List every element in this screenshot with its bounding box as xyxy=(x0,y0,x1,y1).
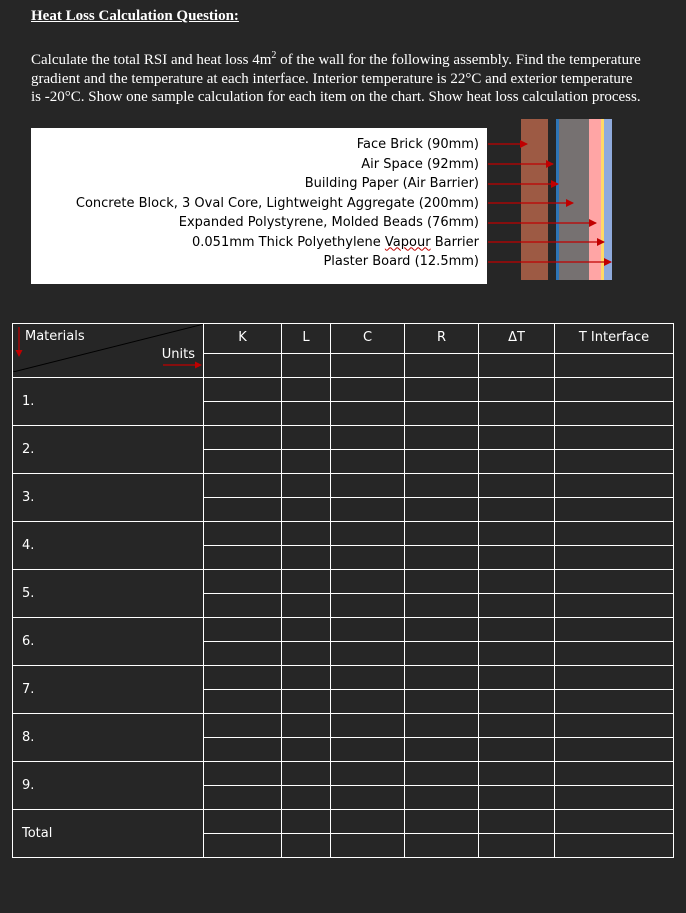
table-cell[interactable] xyxy=(405,546,479,570)
units-cell[interactable] xyxy=(405,354,479,378)
table-cell[interactable] xyxy=(204,402,282,426)
table-cell[interactable] xyxy=(405,474,479,498)
table-cell[interactable] xyxy=(282,474,331,498)
table-cell[interactable] xyxy=(479,546,555,570)
table-cell[interactable] xyxy=(405,834,479,858)
table-cell[interactable] xyxy=(555,426,674,450)
table-row xyxy=(13,474,674,498)
column-header-l: L xyxy=(282,324,331,354)
question-text xyxy=(31,47,641,107)
table-cell[interactable] xyxy=(479,714,555,738)
table-cell[interactable] xyxy=(282,522,331,546)
table-cell[interactable] xyxy=(479,594,555,618)
table-cell[interactable] xyxy=(204,450,282,474)
row-label: 9. xyxy=(13,762,204,810)
table-cell[interactable] xyxy=(331,426,405,450)
table-cell[interactable] xyxy=(555,474,674,498)
table-cell[interactable] xyxy=(331,810,405,834)
table-cell[interactable] xyxy=(282,666,331,690)
wall-layer-air-space xyxy=(548,119,556,280)
table-cell[interactable] xyxy=(479,522,555,546)
question-part-2: of the wall for the following assembly. Find the temperature gradient and the temperature at each interface. Interior temperature is 22°C and exterior temperature is -20°C. Show one sample calculation for each item on the chart. Show heat loss calculation process. xyxy=(31,52,641,105)
table-cell[interactable] xyxy=(479,834,555,858)
table-cell[interactable] xyxy=(479,378,555,402)
table-cell[interactable] xyxy=(204,810,282,834)
table-cell[interactable] xyxy=(405,714,479,738)
table-cell[interactable] xyxy=(555,498,674,522)
table-cell[interactable] xyxy=(204,690,282,714)
wall-layer-concrete-block xyxy=(559,119,589,280)
table-row xyxy=(13,762,674,786)
table-cell[interactable] xyxy=(331,762,405,786)
row-label: Total xyxy=(13,810,204,858)
table-cell[interactable] xyxy=(555,786,674,810)
table-cell[interactable] xyxy=(479,498,555,522)
table-cell[interactable] xyxy=(282,570,331,594)
units-cell[interactable] xyxy=(331,354,405,378)
table-cell[interactable] xyxy=(479,810,555,834)
table-cell[interactable] xyxy=(204,666,282,690)
table-cell[interactable] xyxy=(282,738,331,762)
wall-layer-building-paper xyxy=(556,119,559,280)
question-superscript: 2 xyxy=(271,50,277,61)
table-cell[interactable] xyxy=(282,546,331,570)
table-cell[interactable] xyxy=(555,810,674,834)
table-cell[interactable] xyxy=(331,786,405,810)
legend-concrete-block: Concrete Block, 3 Oval Core, Lightweight Aggregate (200mm) xyxy=(75,195,479,211)
table-cell[interactable] xyxy=(331,570,405,594)
table-header-row xyxy=(13,324,674,354)
table-cell[interactable] xyxy=(204,546,282,570)
table-cell[interactable] xyxy=(331,474,405,498)
table-cell[interactable] xyxy=(204,714,282,738)
table-cell[interactable] xyxy=(555,714,674,738)
table-cell[interactable] xyxy=(282,810,331,834)
table-cell[interactable] xyxy=(479,786,555,810)
legend-building-paper: Building Paper (Air Barrier) xyxy=(304,176,479,191)
table-cell[interactable] xyxy=(331,546,405,570)
table-cell[interactable] xyxy=(204,474,282,498)
table-cell[interactable] xyxy=(479,618,555,642)
table-cell[interactable] xyxy=(331,450,405,474)
column-header-r: R xyxy=(405,324,479,354)
table-cell[interactable] xyxy=(331,618,405,642)
wall-layer-polystyrene xyxy=(589,119,601,280)
spellcheck-word: Vapour xyxy=(384,234,431,250)
table-cell[interactable] xyxy=(204,570,282,594)
row-label: 3. xyxy=(13,474,204,522)
legend-polystyrene: Expanded Polystyrene, Molded Beads (76mm) xyxy=(178,215,479,230)
table-cell[interactable] xyxy=(331,594,405,618)
table-cell[interactable] xyxy=(204,378,282,402)
table-cell[interactable] xyxy=(204,498,282,522)
table-cell[interactable] xyxy=(282,618,331,642)
table-cell[interactable] xyxy=(405,594,479,618)
table-row xyxy=(13,666,674,690)
table-cell[interactable] xyxy=(405,378,479,402)
table-cell[interactable] xyxy=(331,378,405,402)
units-cell[interactable] xyxy=(479,354,555,378)
table-cell[interactable] xyxy=(204,594,282,618)
table-cell[interactable] xyxy=(405,402,479,426)
table-cell[interactable] xyxy=(282,714,331,738)
table-cell[interactable] xyxy=(405,498,479,522)
right-arrowhead-icon xyxy=(195,362,202,369)
table-cell[interactable] xyxy=(555,450,674,474)
table-cell[interactable] xyxy=(204,834,282,858)
table-row xyxy=(13,522,674,546)
row-label: 8. xyxy=(13,714,204,762)
table-row xyxy=(13,810,674,834)
table-cell[interactable] xyxy=(282,642,331,666)
table-cell[interactable] xyxy=(555,570,674,594)
table-cell[interactable] xyxy=(479,426,555,450)
table-cell[interactable] xyxy=(204,762,282,786)
assembly-legend xyxy=(31,128,487,284)
table-row xyxy=(13,426,674,450)
table-cell[interactable] xyxy=(331,690,405,714)
table-cell[interactable] xyxy=(555,690,674,714)
table-cell[interactable] xyxy=(555,666,674,690)
table-cell[interactable] xyxy=(405,618,479,642)
table-cell[interactable] xyxy=(331,714,405,738)
table-cell[interactable] xyxy=(405,762,479,786)
table-cell[interactable] xyxy=(282,834,331,858)
table-cell[interactable] xyxy=(282,786,331,810)
table-cell[interactable] xyxy=(405,690,479,714)
table-cell[interactable] xyxy=(479,402,555,426)
wall-layer-vapour-barrier xyxy=(601,119,604,280)
table-cell[interactable] xyxy=(405,426,479,450)
column-header-k: K xyxy=(204,324,282,354)
row-label: 5. xyxy=(13,570,204,618)
table-cell[interactable] xyxy=(282,762,331,786)
calculation-table xyxy=(12,323,674,858)
table-cell[interactable] xyxy=(405,738,479,762)
table-cell[interactable] xyxy=(555,762,674,786)
table-cell[interactable] xyxy=(204,522,282,546)
table-cell[interactable] xyxy=(479,690,555,714)
table-cell[interactable] xyxy=(331,402,405,426)
table-cell[interactable] xyxy=(555,402,674,426)
wall-layer-brick xyxy=(521,119,548,280)
row-label: 7. xyxy=(13,666,204,714)
row-label: 6. xyxy=(13,618,204,666)
units-cell[interactable] xyxy=(282,354,331,378)
table-cell[interactable] xyxy=(331,498,405,522)
table-cell[interactable] xyxy=(282,594,331,618)
table-cell[interactable] xyxy=(282,690,331,714)
table-cell[interactable] xyxy=(331,642,405,666)
table-cell[interactable] xyxy=(405,786,479,810)
down-arrowhead-icon xyxy=(16,350,23,357)
table-cell[interactable] xyxy=(282,402,331,426)
corner-header-cell xyxy=(13,324,204,378)
table-cell[interactable] xyxy=(405,522,479,546)
table-cell[interactable] xyxy=(331,738,405,762)
table-cell[interactable] xyxy=(555,834,674,858)
table-cell[interactable] xyxy=(479,450,555,474)
table-cell[interactable] xyxy=(405,450,479,474)
table-cell[interactable] xyxy=(204,618,282,642)
table-cell[interactable] xyxy=(282,378,331,402)
table-cell[interactable] xyxy=(204,786,282,810)
table-cell[interactable] xyxy=(479,738,555,762)
column-header-c: C xyxy=(331,324,405,354)
row-label: 4. xyxy=(13,522,204,570)
table-cell[interactable] xyxy=(555,522,674,546)
table-cell[interactable] xyxy=(331,834,405,858)
table-cell[interactable] xyxy=(479,762,555,786)
legend-vapour-barrier xyxy=(192,234,479,252)
table-cell[interactable] xyxy=(331,666,405,690)
corner-materials-label: Materials xyxy=(25,329,85,344)
table-cell[interactable] xyxy=(331,522,405,546)
table-cell[interactable] xyxy=(405,570,479,594)
question-part-1: Calculate the total RSI and heat loss 4m xyxy=(31,52,272,68)
table-cell[interactable] xyxy=(282,450,331,474)
table-cell[interactable] xyxy=(479,570,555,594)
table-cell[interactable] xyxy=(405,666,479,690)
table-cell[interactable] xyxy=(479,474,555,498)
table-row xyxy=(13,618,674,642)
corner-units-label: Units xyxy=(161,347,195,362)
table-cell[interactable] xyxy=(204,642,282,666)
table-row xyxy=(13,570,674,594)
table-cell[interactable] xyxy=(204,738,282,762)
table-cell[interactable] xyxy=(555,546,674,570)
column-header-delta-t: ΔT xyxy=(479,324,555,354)
table-cell[interactable] xyxy=(282,426,331,450)
legend-vapour-barrier-head: 0.051mm Thick Polyethylene xyxy=(192,234,385,250)
wall-section-diagram xyxy=(470,118,620,283)
table-cell[interactable] xyxy=(555,738,674,762)
column-header-t-interface: T Interface xyxy=(555,324,674,354)
table-cell[interactable] xyxy=(479,642,555,666)
table-row xyxy=(13,378,674,402)
table-cell[interactable] xyxy=(282,498,331,522)
units-cell[interactable] xyxy=(204,354,282,378)
legend-plaster-board: Plaster Board (12.5mm) xyxy=(323,254,479,269)
page-title: Heat Loss Calculation Question: xyxy=(31,8,239,24)
table-cell[interactable] xyxy=(555,642,674,666)
table-cell[interactable] xyxy=(555,378,674,402)
table-cell[interactable] xyxy=(204,426,282,450)
table-cell[interactable] xyxy=(405,810,479,834)
units-cell[interactable] xyxy=(555,354,674,378)
table-cell[interactable] xyxy=(555,594,674,618)
legend-air-space: Air Space (92mm) xyxy=(361,156,479,172)
table-cell[interactable] xyxy=(555,618,674,642)
row-label: 1. xyxy=(13,378,204,426)
legend-vapour-barrier-tail: Barrier xyxy=(430,234,479,250)
legend-face-brick: Face Brick (90mm) xyxy=(356,137,479,152)
wall-layer-plaster-board xyxy=(604,119,612,280)
table-cell[interactable] xyxy=(405,642,479,666)
table-cell[interactable] xyxy=(479,666,555,690)
row-label: 2. xyxy=(13,426,204,474)
table-row xyxy=(13,714,674,738)
